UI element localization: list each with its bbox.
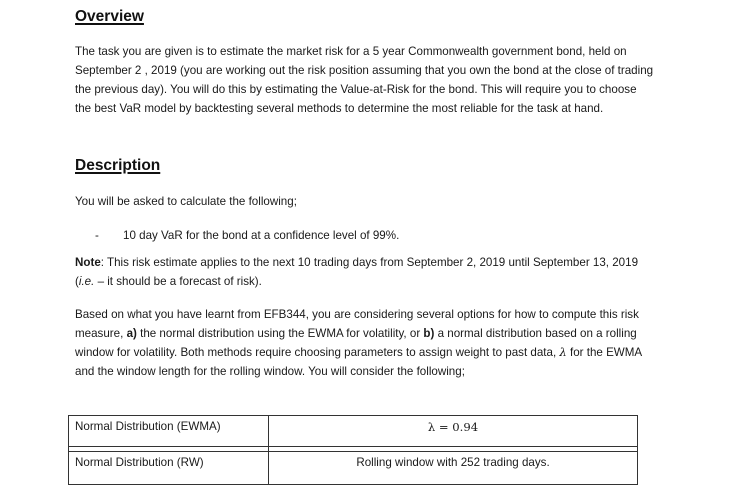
methods-text-4: for the EWMA and the window length for the rolling window. You will consider the following; xyxy=(75,346,642,378)
description-intro: You will be asked to calculate the following; xyxy=(75,195,297,208)
methods-table xyxy=(68,415,638,485)
option-a-label: a) xyxy=(126,327,137,340)
note-paragraph xyxy=(75,253,660,291)
note-text-1: : This risk estimate applies to the next 10 trading days from September 2, 2019 until September 13, 2019 ( xyxy=(75,256,639,288)
table-row xyxy=(69,416,638,447)
bullet-dash: - xyxy=(95,229,99,242)
methods-text-2: the normal distribution using the EWMA for volatility, or xyxy=(136,327,424,340)
overview-paragraph: The task you are given is to estimate the market risk for a 5 year Commonwealth government bond, held on September 2 , 2019 (you are working out the risk position assuming that you own the bond at the close of trading the previous day). You will do this by estimating the Value-at-Risk for the bond. This will require you to choose the best VaR model by backtesting several methods to determine the most reliable for the task at hand. xyxy=(75,45,654,115)
table-cell-method: Normal Distribution (RW) xyxy=(69,452,269,485)
note-text-2: – it should be a forecast of risk). xyxy=(94,275,262,288)
description-heading: Description xyxy=(75,157,161,174)
bullet-text: 10 day VaR for the bond at a confidence level of 99%. xyxy=(123,229,400,242)
bullet-item xyxy=(95,226,399,245)
lambda-symbol: λ xyxy=(559,345,567,359)
table-row xyxy=(69,452,638,485)
methods-text-1: Based on what you have learnt from EFB344, you are considering several options for how to compute this risk measure, xyxy=(75,308,639,340)
table-cell-parameter: Rolling window with 252 trading days. xyxy=(269,452,638,485)
table-cell-parameter: λ = 0.94 xyxy=(269,416,638,447)
option-b-label: b) xyxy=(423,327,435,340)
table-cell-method: Normal Distribution (EWMA) xyxy=(69,416,269,447)
note-label: Note xyxy=(75,256,101,269)
overview-heading: Overview xyxy=(75,8,144,25)
methods-text-3: a normal distribution based on a rolling window for volatility. Both methods require choosing parameters to assign weight to past data, xyxy=(75,327,637,359)
methods-paragraph xyxy=(75,305,653,381)
note-italic: i.e. xyxy=(78,275,95,288)
